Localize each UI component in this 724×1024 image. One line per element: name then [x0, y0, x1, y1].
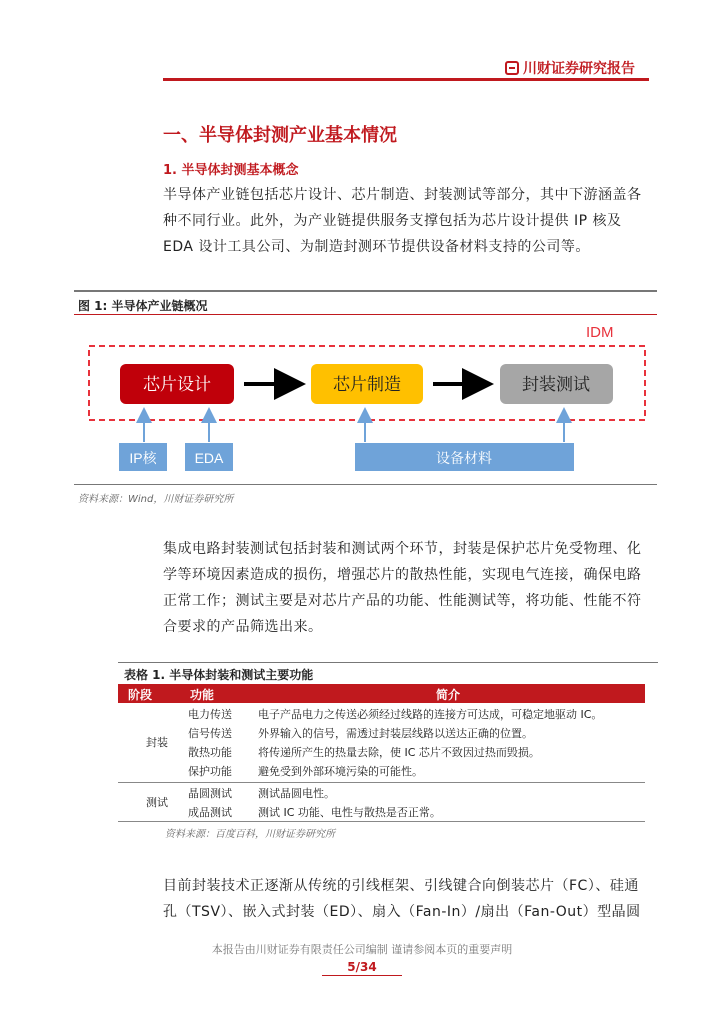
subsection-title: 1. 半导体封测基本概念	[163, 163, 299, 178]
brand-logo-icon	[505, 61, 519, 75]
table-row-desc: 测试晶圆电性。	[258, 787, 335, 800]
header-divider	[163, 78, 649, 81]
table-row-func: 电力传送	[188, 708, 232, 721]
box-eda-label: EDA	[194, 450, 224, 466]
table-header-function: 功能	[190, 688, 215, 702]
box-ip-core-label: IP核	[129, 450, 157, 466]
industry-chain-diagram	[74, 315, 657, 484]
table-row-func: 晶圆测试	[188, 787, 232, 800]
footer-disclaimer: 本报告由川财证券有限责任公司编制 谨请参阅本页的重要声明	[211, 943, 513, 956]
table-row-desc: 电子产品电力之传送必须经过线路的连接方可达成，可稳定地驱动 IC。	[258, 708, 603, 721]
page-number: 5/34	[347, 960, 377, 974]
table-header-description: 简介	[436, 688, 461, 702]
table-row-desc: 将传递所产生的热量去除，使 IC 芯片不致因过热而毁损。	[258, 746, 540, 759]
table-row-func: 保护功能	[188, 765, 232, 778]
table-group-divider	[118, 782, 645, 783]
paragraph-2: 集成电路封装测试包括封装和测试两个环节，封装是保护芯片免受物理、化学等环境因素造成的损伤，增强芯片的散热性能，实现电气连接，确保电路正常工作；测试主要是对芯片产品的功能、性能测试等，将功能、性能不符合要求的产品筛选出来。	[163, 541, 642, 635]
brand-header	[505, 58, 635, 78]
table-row-func: 信号传送	[188, 727, 232, 740]
idm-label: IDM	[586, 324, 614, 341]
figure-bottom-rule	[74, 484, 657, 485]
table-header-stage: 阶段	[128, 688, 153, 702]
brand-name: 川财证券研究报告	[523, 61, 635, 77]
table-title: 表格 1. 半导体封装和测试主要功能	[124, 668, 314, 682]
table-row-desc: 外界输入的信号，需透过封装层线路以送达正确的位置。	[258, 727, 533, 740]
footer-page-rule	[322, 975, 402, 976]
table-row-func: 成品测试	[188, 806, 232, 819]
table-row-func: 散热功能	[188, 746, 232, 759]
section-title: 一、半导体封测产业基本情况	[163, 125, 397, 146]
table-header-row	[118, 684, 645, 703]
box-chip-design-label: 芯片设计	[143, 375, 211, 395]
table-bottom-rule	[118, 821, 645, 822]
paragraph-3: 目前封装技术正逐渐从传统的引线框架、引线键合向倒装芯片（FC）、硅通孔（TSV）、嵌入式封装（ED）、扇入（Fan-In）/扇出（Fan-Out）型晶圆	[163, 878, 641, 920]
box-chip-manufacture-label: 芯片制造	[333, 375, 401, 395]
table-row-desc: 避免受到外部环境污染的可能性。	[258, 765, 423, 778]
figure-top-rule	[74, 290, 657, 292]
table-stage-package: 封装	[146, 736, 168, 749]
figure-title: 图 1: 半导体产业链概况	[78, 299, 208, 313]
paragraph-1: 半导体产业链包括芯片设计、芯片制造、封装测试等部分，其中下游涵盖各种不同行业。此外，为产业链提供服务支撑包括为芯片设计提供 IP 核及 EDA 设计工具公司、为制造封测环节提供设备材料支持的公司等。	[163, 187, 642, 255]
figure-source: 资料来源：Wind，川财证券研究所	[78, 494, 234, 505]
box-package-test-label: 封装测试	[522, 375, 590, 395]
table-row-desc: 测试 IC 功能、电性与散热是否正常。	[258, 806, 441, 819]
table-stage-test: 测试	[146, 796, 168, 809]
box-equipment-materials-label: 设备材料	[436, 451, 492, 467]
table-source: 资料来源：百度百科，川财证券研究所	[165, 829, 335, 840]
table-top-rule	[118, 662, 658, 663]
